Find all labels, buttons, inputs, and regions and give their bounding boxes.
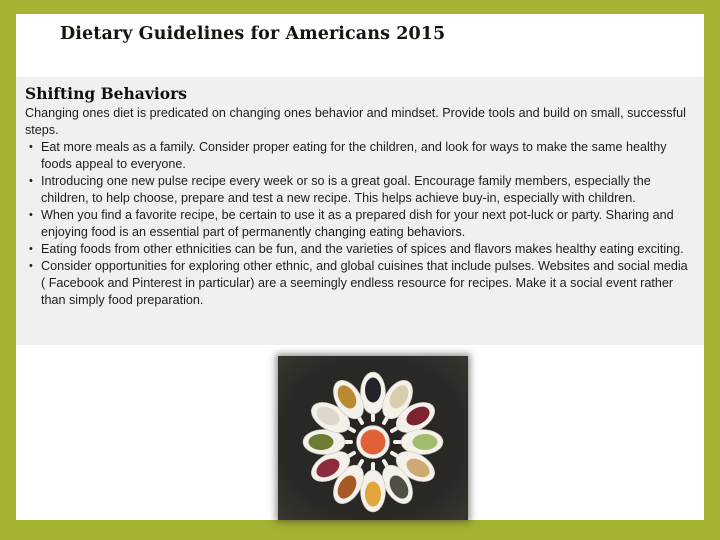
bullet-text: Eating foods from other ethnicities can be fun, and the varieties of spices and flavors makes healthy eating exciting. <box>41 242 684 256</box>
bullet-item <box>25 207 688 241</box>
content-heading: Shifting Behaviors <box>25 84 187 103</box>
slide-title: Dietary Guidelines for Americans 2015 <box>60 24 446 44</box>
bullet-marker: • <box>29 141 33 153</box>
bullet-marker: • <box>29 243 33 255</box>
bullet-text: Consider opportunities for exploring other ethnic, and global cuisines that include pulses. Websites and social media ( Facebook and Pinterest in particular) are a seemingly endless resource for recipes. Make it a social event rather than simply food preparation. <box>41 259 688 307</box>
pulses-flower-illustration <box>278 356 468 520</box>
bullet-item <box>25 258 688 309</box>
bullet-marker: • <box>29 175 33 187</box>
pulse-pile <box>365 378 381 403</box>
pulses-photo <box>278 356 468 520</box>
bullet-list <box>25 139 688 309</box>
pulse-pile <box>413 434 438 450</box>
bullet-marker: • <box>29 209 33 221</box>
content-box <box>16 77 704 345</box>
bullet-text: Eat more meals as a family. Consider proper eating for the children, and look for ways to make the same healthy foods appeal to everyone. <box>41 140 667 171</box>
slide <box>16 14 704 520</box>
pulse-pile <box>309 434 334 450</box>
pulse-pile <box>365 482 381 507</box>
bullet-item <box>25 139 688 173</box>
bullet-text: Introducing one new pulse recipe every week or so is a great goal. Encourage family members, especially the children, to help choose, prepare and test a new recipe. This helps achieve buy-in, especially with children. <box>41 174 651 205</box>
center-lentils <box>361 430 386 455</box>
bullet-text: When you find a favorite recipe, be certain to use it as a prepared dish for your next pot-luck or party. Sharing and enjoying food is an essential part of permanently changing eating behaviors. <box>41 208 674 239</box>
bullet-item <box>25 173 688 207</box>
content-intro: Changing ones diet is predicated on changing ones behavior and mindset. Provide tools and build on small, successful steps. <box>25 106 686 137</box>
bullet-marker: • <box>29 260 33 272</box>
bullet-item <box>25 241 688 258</box>
